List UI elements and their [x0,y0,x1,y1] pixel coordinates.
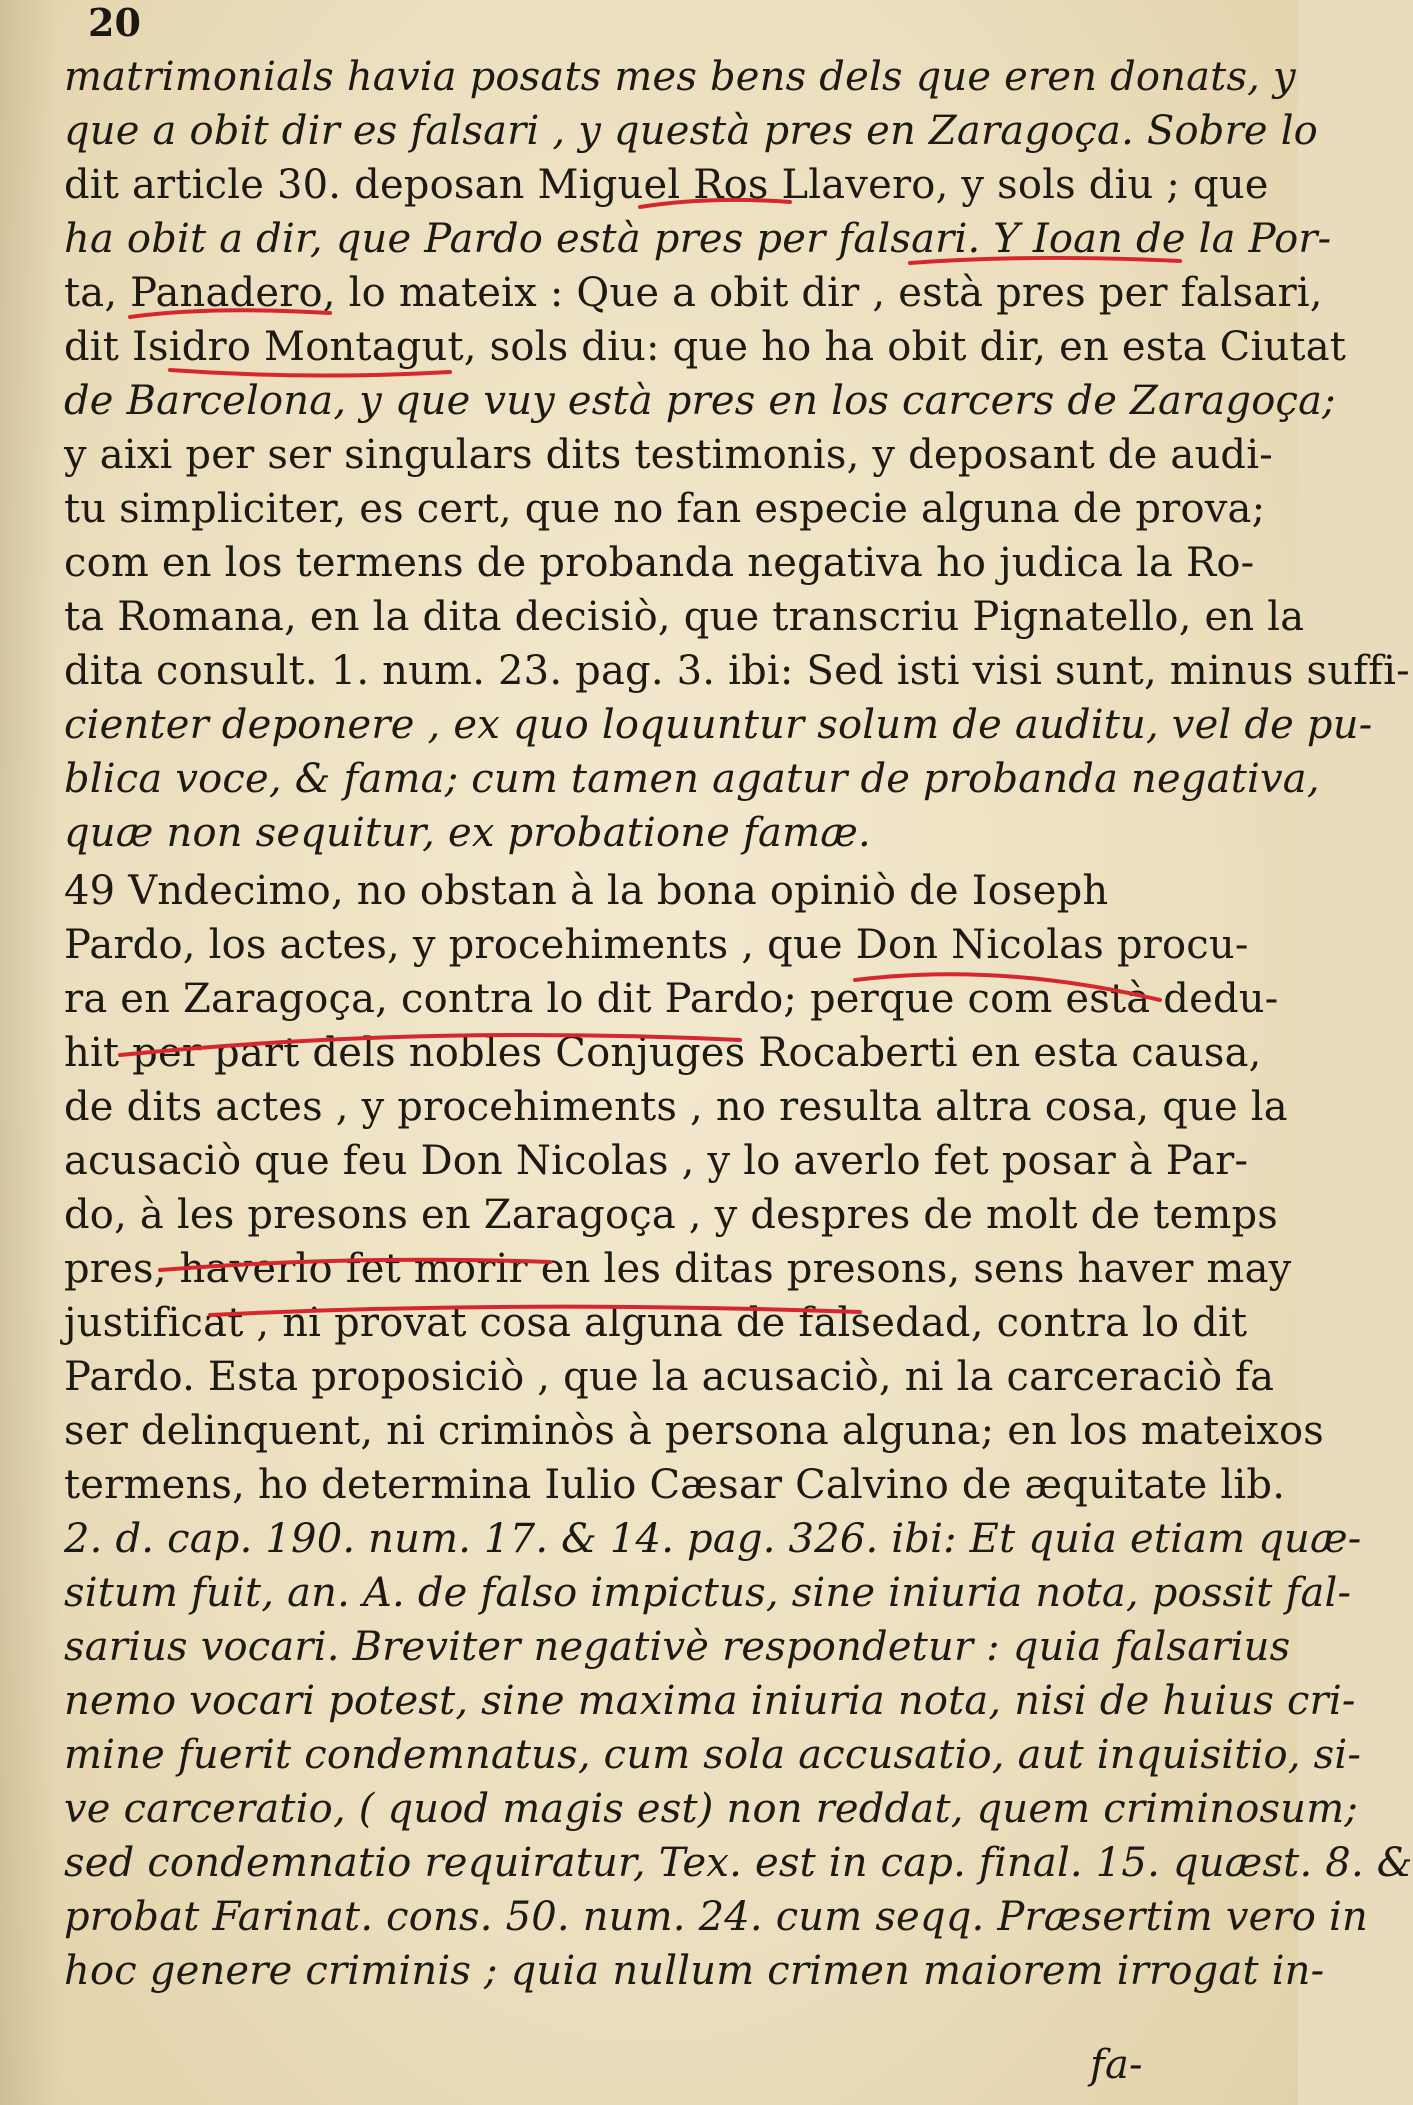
text-line: ta, Panadero, lo mateix : Que a obit dir , està pres per falsari, [64,270,1323,316]
text-line: justificat , ni provat cosa alguna de falsedad, contra lo dit [64,1300,1248,1346]
text-line: y aixi per ser singulars dits testimonis, y deposant de audi- [64,432,1273,478]
text-line: com en los termens de probanda negativa ho judica la Ro- [64,540,1255,586]
text-line: Pardo, los actes, y procehiments , que Don Nicolas procu- [64,922,1249,968]
text-line: Pardo. Esta proposiciò , que la acusaciò, ni la carceraciò fa [64,1354,1275,1400]
text-line: ra en Zaragoça, contra lo dit Pardo; perque com està dedu- [64,976,1279,1022]
text-line: que a obit dir es falsari , y questà pres en Zaragoça. Sobre lo [64,108,1318,154]
text-line: dita consult. 1. num. 23. pag. 3. ibi: Sed isti visi sunt, minus suffi- [64,648,1410,694]
text-line: ta Romana, en la dita decisiò, que transcriu Pignatello, en la [64,594,1305,640]
text-line: tu simpliciter, es cert, que no fan especie alguna de prova; [64,486,1266,532]
text-line: ha obit a dir, que Pardo està pres per falsari. Y Ioan de la Por- [64,216,1332,262]
text-line: probat Farinat. cons. 50. num. 24. cum seqq. Præsertim vero in [64,1894,1368,1940]
text-line: blica voce, & fama; cum tamen agatur de probanda negativa, [64,756,1320,802]
text-line: situm fuit, an. A. de falso impictus, sine iniuria nota, possit fal- [64,1570,1352,1616]
catchword: fa- [1090,2042,1143,2088]
text-line: ser delinquent, ni criminòs à persona alguna; en los mateixos [64,1408,1325,1454]
text-line: sarius vocari. Breviter negativè respondetur : quia falsarius [64,1624,1291,1670]
text-line: hit per part dels nobles Conjuges Rocaberti en esta causa, [64,1030,1262,1076]
text-line: nemo vocari potest, sine maxima iniuria nota, nisi de huius cri- [64,1678,1356,1724]
text-line: matrimonials havia posats mes bens dels que eren donats, y [64,54,1296,100]
page-number: 20 [88,0,141,45]
text-line: termens, ho determina Iulio Cæsar Calvino de æquitate lib. [64,1462,1286,1508]
text-line: 2. d. cap. 190. num. 17. & 14. pag. 326. ibi: Et quia etiam quæ- [64,1516,1362,1562]
text-line: mine fuerit condemnatus, cum sola accusatio, aut inquisitio, si- [64,1732,1362,1778]
text-line: ve carceratio, ( quod magis est) non reddat, quem criminosum; [64,1786,1359,1832]
text-line: de dits actes , y procehiments , no resulta altra cosa, que la [64,1084,1288,1130]
text-line: acusaciò que feu Don Nicolas , y lo averlo fet posar à Par- [64,1138,1249,1184]
text-line: de Barcelona, y que vuy està pres en los carcers de Zaragoça; [64,378,1336,424]
text-line: dit article 30. deposan Miguel Ros Llavero, y sols diu ; que [64,162,1269,208]
text-line: quæ non sequitur, ex probatione famæ. [64,810,871,856]
text-line: do, à les presons en Zaragoça , y despres de molt de temps [64,1192,1278,1238]
text-line: hoc genere criminis ; quia nullum crimen maiorem irrogat in- [64,1948,1325,1994]
text-line: cienter deponere , ex quo loquuntur solum de auditu, vel de pu- [64,702,1373,748]
text-line: dit Isidro Montagut, sols diu: que ho ha obit dir, en esta Ciutat [64,324,1347,370]
text-line: sed condemnatio requiratur, Tex. est in cap. final. 15. quæst. 8. & [64,1840,1413,1886]
text-line: pres, haverlo fet morir en les ditas presons, sens haver may [64,1246,1292,1292]
page-edge-shadow [0,0,60,2105]
paragraph-49-first-line: 49 Vndecimo, no obstan à la bona opiniò de Ioseph [64,868,1109,914]
